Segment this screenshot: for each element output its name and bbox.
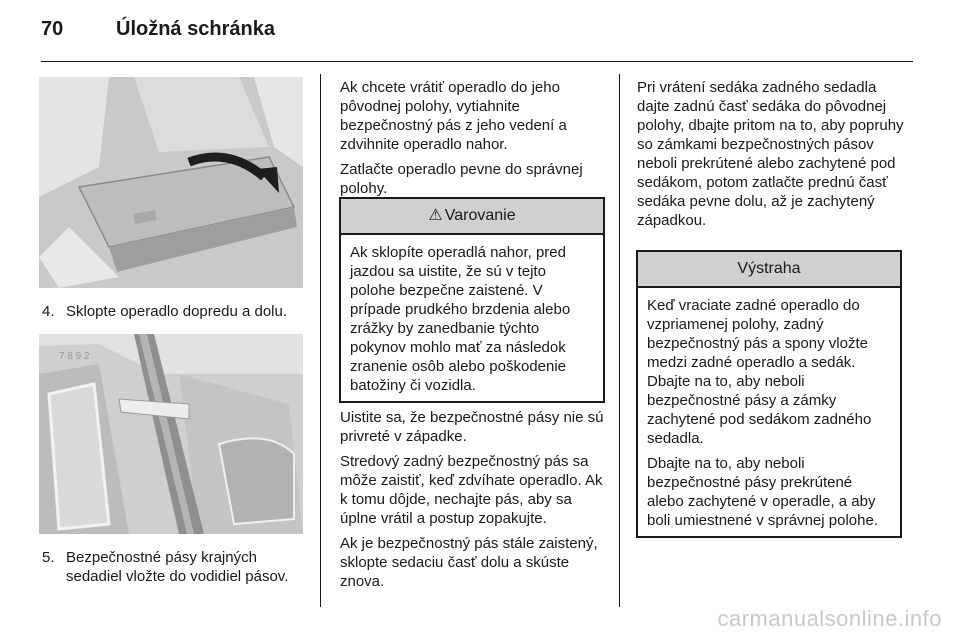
svg-text:7 8 9 2: 7 8 9 2	[59, 351, 90, 362]
watermark: carmanualsonline.info	[717, 606, 942, 631]
warning-triangle-icon: ⚠	[428, 207, 443, 224]
step-number: 5.	[42, 549, 55, 566]
belt-illustration	[39, 334, 303, 534]
paragraph: Pri vrátení sedáka zadného sedadla dajte zadnú časť sedáka do pôvodnej polohy, dbajte pritom na to, aby popruhy so zámkami bezpečnostných pásov neboli prekrútené alebo zachytené pod sedákom, potom zatlačte prednú časť sedáka pevne dolu, až je zachytený západkou.	[637, 79, 904, 229]
paragraph: Ak chcete vrátiť operadlo do jeho pôvodnej polohy, vytiahnite bezpečnostný pás z jeho vedení a zdvihnite operadlo nahor.	[340, 79, 567, 153]
caution-text: Dbajte na to, aby neboli bezpečnostné pásy prekrútené alebo zachytené v operadle, a aby boli umiestnené v správnej polohe.	[647, 455, 878, 529]
page-header	[41, 18, 275, 41]
paragraph: Stredový zadný bezpečnostný pás sa môže zaistiť, keď zdvíhate operadlo. Ak k tomu dôjde, nechajte pás, aby sa úplne vrátil a postup zopakujte.	[340, 453, 603, 527]
paragraph: Zatlačte operadlo pevne do správnej polohy.	[340, 161, 583, 197]
seat-belt-guide-photo	[39, 334, 303, 534]
caution-text: Keď vraciate zadné operadlo do vzpriamenej polohy, zadný bezpečnostný pás a spony vložte medzi zadné operadlo a sedák. Dbajte na to, aby neboli bezpečnostné pásy a zámky zachytené pod sedákom zadného sedadla.	[647, 297, 872, 447]
page-number: 70	[41, 18, 64, 40]
column-divider-left	[320, 74, 321, 607]
paragraph: Uistite sa, že bezpečnostné pásy nie sú privreté v západke.	[340, 409, 604, 445]
section-title: Úložná schránka	[116, 18, 275, 40]
warning-body	[341, 235, 603, 401]
step-number: 4.	[42, 303, 55, 320]
warning-box	[339, 197, 605, 403]
column-divider-right	[619, 74, 620, 607]
paragraph: Ak je bezpečnostný pás stále zaistený, sklopte sedaciu časť dolu a skúste znova.	[340, 535, 598, 590]
middle-column-top	[340, 78, 605, 204]
seat-illustration	[39, 77, 303, 288]
caution-box	[636, 250, 902, 538]
caution-header	[638, 252, 900, 288]
header-divider	[41, 61, 913, 62]
step-text: Sklopte operadlo dopredu a dolu.	[66, 303, 288, 320]
warning-title: Varovanie	[444, 207, 516, 224]
caution-title: Výstraha	[737, 260, 801, 277]
caution-body	[638, 288, 900, 536]
step-5	[42, 548, 304, 586]
warning-text: Ak sklopíte operadlá nahor, pred jazdou sa uistite, že sú v tejto polohe bezpečne zaistené. V prípade prudkého brzdenia alebo zrážky by zanedbanie týchto pokynov mohlo mať za následok zranenie osôb alebo poškodenie batožiny či vozidla.	[350, 244, 571, 394]
right-column-top	[637, 78, 905, 236]
step-text: Bezpečnostné pásy krajných sedadiel vložte do vodidiel pásov.	[66, 549, 289, 585]
rear-seat-folding-photo	[39, 77, 303, 288]
middle-column-bottom	[340, 408, 605, 597]
warning-header	[341, 199, 603, 235]
step-4	[42, 302, 304, 321]
